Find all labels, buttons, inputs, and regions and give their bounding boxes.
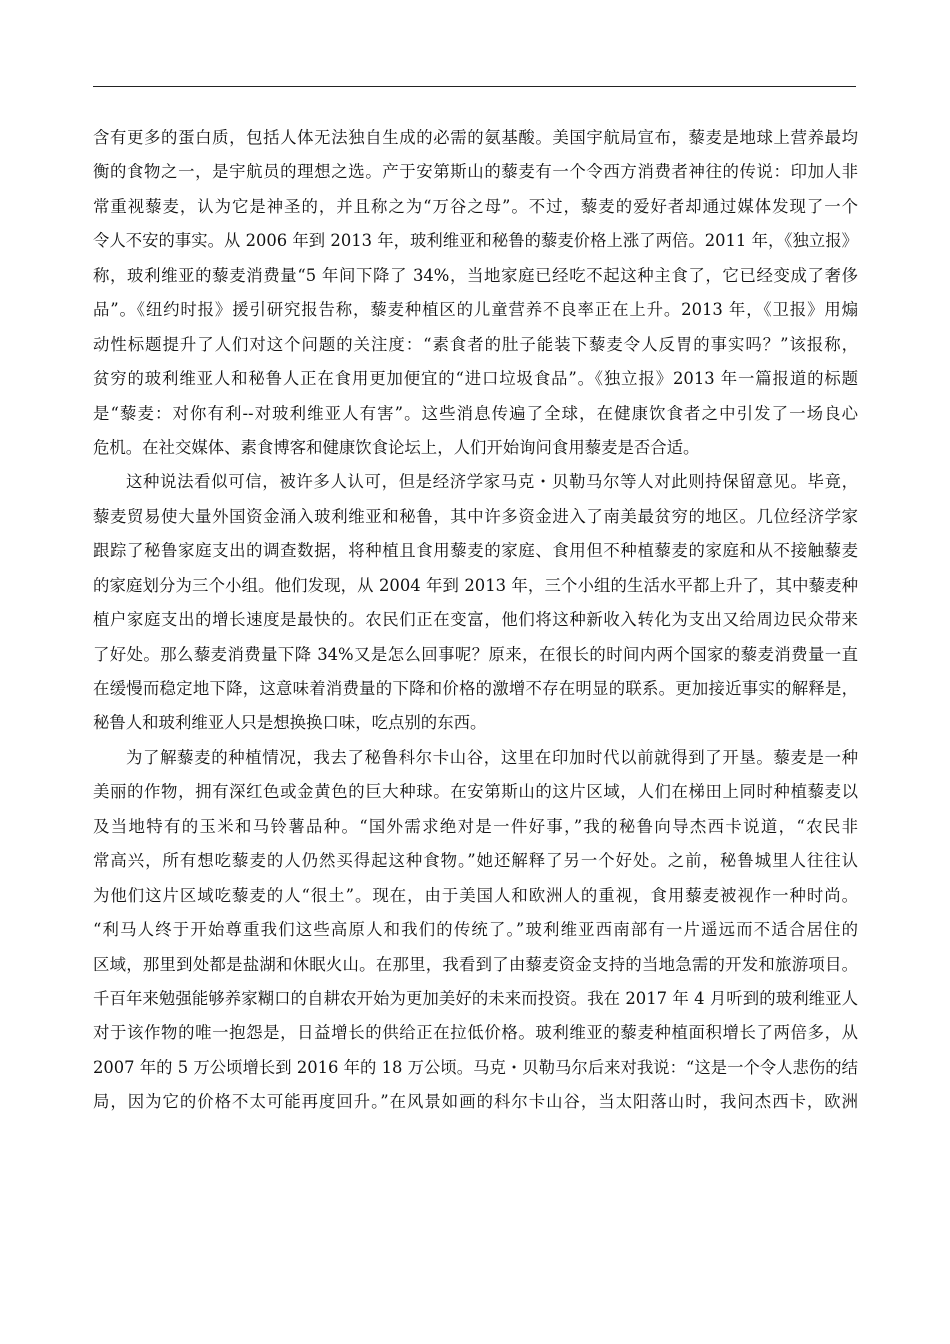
text-line: 在缓慢而稳定地下降，这意味着消费量的下降和价格的激增不存在明显的联系。更加接近事实的解释是，: [93, 679, 858, 698]
text-line: 了好处。那么藜麦消费量下降 34%又是怎么回事呢？原来，在很长的时间内两个国家的藜麦消费量一直: [93, 644, 858, 664]
text-line: 美丽的作物，拥有深红色或金黄色的巨大种球。在安第斯山的这片区域，人们在梯田上同时种植藜麦以: [93, 782, 858, 802]
text-line: 秘鲁人和玻利维亚人只是想换换口味，吃点别的东西。: [93, 713, 487, 733]
text-line: 为他们这片区域吃藜麦的人“很土”。现在，由于美国人和欧洲人的重视，食用藜麦被视作一种时尚。: [93, 885, 858, 905]
text-line: 含有更多的蛋白质，包括人体无法独自生成的必需的氨基酸。美国宇航局宣布，藜麦是地球上营养最均: [93, 128, 858, 147]
text-line: 的家庭划分为三个小组。他们发现，从 2004 年到 2013 年，三个小组的生活水平都上升了，其中藜麦种: [93, 575, 858, 595]
text-line: 藜麦贸易使大量外国资金涌入玻利维亚和秘鲁，其中许多资金进入了南美最贫穷的地区。几位经济学家: [93, 506, 858, 526]
text-line: 是“藜麦：对你有利--对玻利维亚人有害”。这些消息传遍了全球，在健康饮食者之中引发了一场良心: [93, 403, 858, 423]
text-line: 局，因为它的价格不太可能再度回升。”在风景如画的科尔卡山谷，当太阳落山时，我问杰西卡，欧洲: [93, 1092, 858, 1112]
text-line: 及当地特有的玉米和马铃薯品种。“国外需求绝对是一件好事，”我的秘鲁向导杰西卡说道，“农民非: [93, 816, 858, 836]
text-line: 称，玻利维亚的藜麦消费量“5 年间下降了 34%，当地家庭已经吃不起这种主食了，它已经变成了奢侈: [93, 265, 858, 285]
header-divider: [93, 86, 856, 87]
text-line: 跟踪了秘鲁家庭支出的调查数据，将种植且食用藜麦的家庭、食用但不种植藜麦的家庭和从不接触藜麦: [93, 541, 858, 561]
text-line: 衡的食物之一，是宇航员的理想之选。产于安第斯山的藜麦有一个令西方消费者神往的传说：印加人非: [93, 162, 858, 182]
text-line: 千百年来勉强能够养家糊口的自耕农开始为更加美好的未来而投资。我在 2017 年 4 月听到的玻利维亚人: [93, 988, 858, 1008]
text-line: 贫穷的玻利维亚人和秘鲁人正在食用更加便宜的“进口垃圾食品”。《独立报》2013 年一篇报道的标题: [93, 369, 858, 389]
text-line: 区域，那里到处都是盐湖和休眠火山。在那里，我看到了由藜麦资金支持的当地急需的开发和旅游项目。: [93, 954, 858, 974]
text-line: 常高兴，所有想吃藜麦的人仍然买得起这种食物。”她还解释了另一个好处。之前，秘鲁城里人往往认: [93, 851, 858, 871]
text-line: 这种说法看似可信，被许多人认可，但是经济学家马克・贝勒马尔等人对此则持保留意见。毕竟，: [126, 472, 858, 492]
text-line: 为了解藜麦的种植情况，我去了秘鲁科尔卡山谷，这里在印加时代以前就得到了开垦。藜麦是一种: [126, 747, 858, 767]
text-line: “利马人终于开始尊重我们这些高原人和我们的传统了。”玻利维亚西南部有一片遥远而不适合居住的: [93, 920, 858, 940]
text-line: 动性标题提升了人们对这个问题的关注度：“素食者的肚子能装下藜麦令人反胃的事实吗？”该报称，: [93, 334, 858, 354]
text-line: 2007 年的 5 万公顷增长到 2016 年的 18 万公顷。马克・贝勒马尔后来对我说：“这是一个令人悲伤的结: [93, 1057, 858, 1077]
article-body: [93, 121, 858, 1120]
text-line: 对于该作物的唯一抱怨是，日益增长的供给正在拉低价格。玻利维亚的藜麦种植面积增长了两倍多，从: [93, 1023, 858, 1043]
text-line: 令人不安的事实。从 2006 年到 2013 年，玻利维亚和秘鲁的藜麦价格上涨了两倍。2011 年，《独立报》: [93, 231, 858, 251]
text-line: 常重视藜麦，认为它是神圣的，并且称之为“万谷之母”。不过，藜麦的爱好者却通过媒体发现了一个: [93, 196, 858, 216]
text-line: 品”。《纽约时报》援引研究报告称，藜麦种植区的儿童营养不良率正在上升。2013 年，《卫报》用煽: [93, 300, 858, 320]
text-line: 植户家庭支出的增长速度是最快的。农民们正在变富，他们将这种新收入转化为支出又给周边民众带来: [93, 610, 858, 630]
text-line: 危机。在社交媒体、素食博客和健康饮食论坛上，人们开始询问食用藜麦是否合适。: [93, 437, 700, 457]
